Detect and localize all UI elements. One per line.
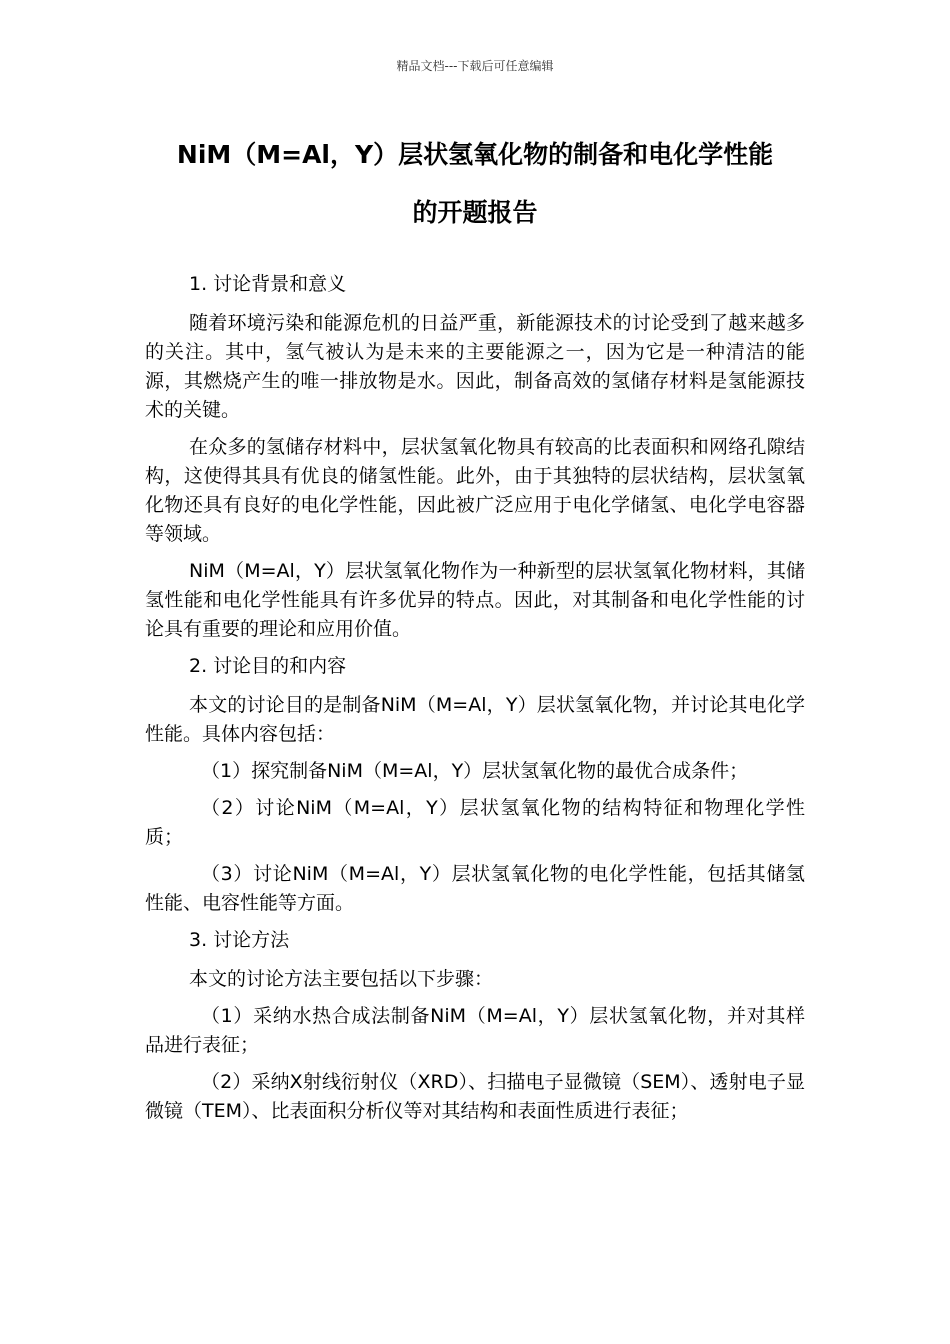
section-heading-background: 1. 讨论背景和意义 xyxy=(189,273,347,295)
document-body xyxy=(145,270,805,1134)
document-title-line-2: 的开题报告 xyxy=(412,198,538,227)
paragraph-objectives-intro: 本文的讨论目的是制备NiM（M=Al，Y）层状氢氧化物，并讨论其电化学性能。具体内容包括： xyxy=(145,694,805,745)
document-title-line-1: NiM（M=Al，Y）层状氢氧化物的制备和电化学性能 xyxy=(176,140,774,169)
paragraph-background-2: 在众多的氢储存材料中，层状氢氧化物具有较高的比表面积和网络孔隙结构，这使得其具有优良的储氢性能。此外，由于其独特的层状结构，层状氢氧化物还具有良好的电化学性能，因此被广泛应用于电化学储氢、电化学电容器等领域。 xyxy=(145,436,805,545)
list-item-method-2: （2）采纳X射线衍射仪（XRD）、扫描电子显微镜（SEM）、透射电子显微镜（TEM）、比表面积分析仪等对其结构和表面性质进行表征； xyxy=(145,1071,805,1122)
paragraph-background-1: 随着环境污染和能源危机的日益严重，新能源技术的讨论受到了越来越多的关注。其中，氢气被认为是未来的主要能源之一，因为它是一种清洁的能源，其燃烧产生的唯一排放物是水。因此，制备高效的氢储存材料是氢能源技术的关键。 xyxy=(145,312,805,421)
list-item-method-1: （1）采纳水热合成法制备NiM（M=Al，Y）层状氢氧化物，并对其样品进行表征； xyxy=(145,1005,805,1056)
section-heading-objectives: 2. 讨论目的和内容 xyxy=(189,655,347,677)
list-item-objective-1: （1）探究制备NiM（M=Al，Y）层状氢氧化物的最优合成条件； xyxy=(201,760,749,782)
paragraph-background-3: NiM（M=Al，Y）层状氢氧化物作为一种新型的层状氢氧化物材料，其储氢性能和电化学性能具有许多优异的特点。因此，对其制备和电化学性能的讨论具有重要的理论和应用价值。 xyxy=(145,560,805,640)
list-item-objective-3: （3）讨论NiM（M=Al，Y）层状氢氧化物的电化学性能，包括其储氢性能、电容性能等方面。 xyxy=(145,863,805,914)
section-heading-methods: 3. 讨论方法 xyxy=(189,929,290,951)
list-item-objective-2: （2）讨论NiM（M=Al，Y）层状氢氧化物的结构特征和物理化学性质； xyxy=(145,797,805,848)
header-note: 精品文档---下载后可任意编辑 xyxy=(396,59,554,73)
paragraph-methods-intro: 本文的讨论方法主要包括以下步骤： xyxy=(189,968,494,990)
